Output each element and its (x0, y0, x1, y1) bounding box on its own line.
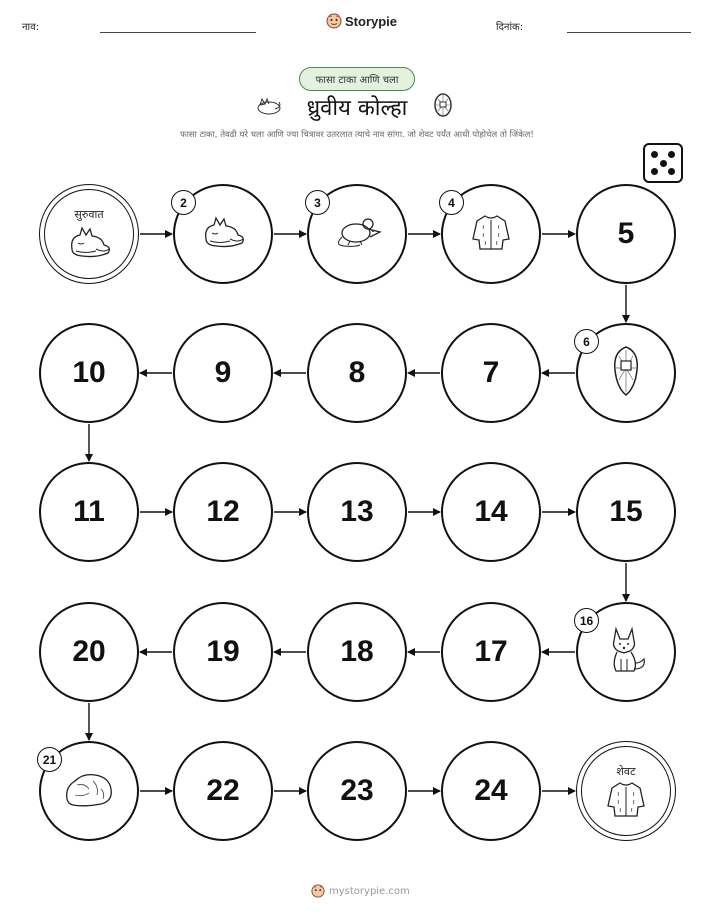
start-label: सुरुवात (74, 208, 104, 221)
cell-number-badge: 4 (439, 190, 464, 215)
board-cell-8[interactable] (307, 323, 407, 423)
cell-number-badge: 2 (171, 190, 196, 215)
board-cell-20[interactable] (39, 602, 139, 702)
board-cell-25[interactable] (576, 741, 676, 841)
board-cell-6[interactable] (576, 323, 676, 423)
board-cell-3[interactable] (307, 184, 407, 284)
board-cell-13[interactable] (307, 462, 407, 562)
cell-number: 15 (609, 495, 643, 528)
instructions: फासा टाका, तेवढी घरे चला आणि ज्या चित्रावर उतरलात त्याचे नाव सांगा. जो शेवट पर्यंत आधी पोहोचेल तो जिंकेल! (180, 130, 534, 140)
storypie-mascot-icon (311, 884, 325, 898)
cell-number: 12 (206, 495, 240, 528)
cell-number: 7 (482, 356, 500, 389)
cell-number: 14 (474, 495, 508, 528)
board-cell-16[interactable] (576, 602, 676, 702)
fur-coat-icon (471, 213, 511, 255)
cell-number: 9 (214, 356, 232, 389)
cell-number: 17 (474, 635, 508, 668)
cell-number: 19 (206, 635, 240, 668)
snowshoe-icon (611, 344, 641, 402)
cell-number: 18 (340, 635, 374, 668)
cell-number: 13 (340, 495, 374, 528)
cell-number: 23 (340, 774, 374, 807)
date-label: दिनांक: (496, 22, 524, 33)
cell-number: 8 (348, 356, 366, 389)
board-cell-1[interactable] (39, 184, 139, 284)
cell-number: 10 (72, 356, 106, 389)
cell-number-badge: 6 (574, 329, 599, 354)
cell-number: 20 (72, 635, 106, 668)
board-cell-2[interactable] (173, 184, 273, 284)
cell-number: 22 (206, 774, 240, 807)
board-cell-5[interactable] (576, 184, 676, 284)
board-cell-18[interactable] (307, 602, 407, 702)
footer (311, 884, 410, 898)
game-type-pill: फासा टाका आणि चला (299, 67, 415, 91)
fur-coat-icon (606, 780, 646, 822)
cell-number-badge: 16 (574, 608, 599, 633)
rock-icon (63, 769, 115, 813)
board-cell-10[interactable] (39, 323, 139, 423)
sleeping-fox-icon (66, 225, 112, 263)
board-cell-17[interactable] (441, 602, 541, 702)
page-title: ध्रुवीय कोल्हा (306, 96, 408, 121)
board-cell-22[interactable] (173, 741, 273, 841)
board-cell-23[interactable] (307, 741, 407, 841)
board-cell-12[interactable] (173, 462, 273, 562)
name-label: नाव: (22, 22, 40, 33)
finish-label: शेवट (616, 765, 636, 778)
cell-number: 11 (73, 495, 105, 528)
cell-number: 5 (617, 217, 635, 250)
cell-number-badge: 3 (305, 190, 330, 215)
board-cell-4[interactable] (441, 184, 541, 284)
board-cell-11[interactable] (39, 462, 139, 562)
footer-site[interactable]: mystorypie.com (329, 885, 410, 897)
mouse-icon (330, 215, 384, 253)
arctic-fox-icon (604, 625, 648, 679)
cell-number-badge: 21 (37, 747, 62, 772)
board-cell-24[interactable] (441, 741, 541, 841)
board-cell-14[interactable] (441, 462, 541, 562)
cell-number: 24 (474, 774, 508, 807)
brand-name: Storypie (345, 13, 398, 29)
board-cell-15[interactable] (576, 462, 676, 562)
board-cell-9[interactable] (173, 323, 273, 423)
board-cell-7[interactable] (441, 323, 541, 423)
board-cell-21[interactable] (39, 741, 139, 841)
board-cell-19[interactable] (173, 602, 273, 702)
sleeping-fox-icon (200, 215, 246, 253)
